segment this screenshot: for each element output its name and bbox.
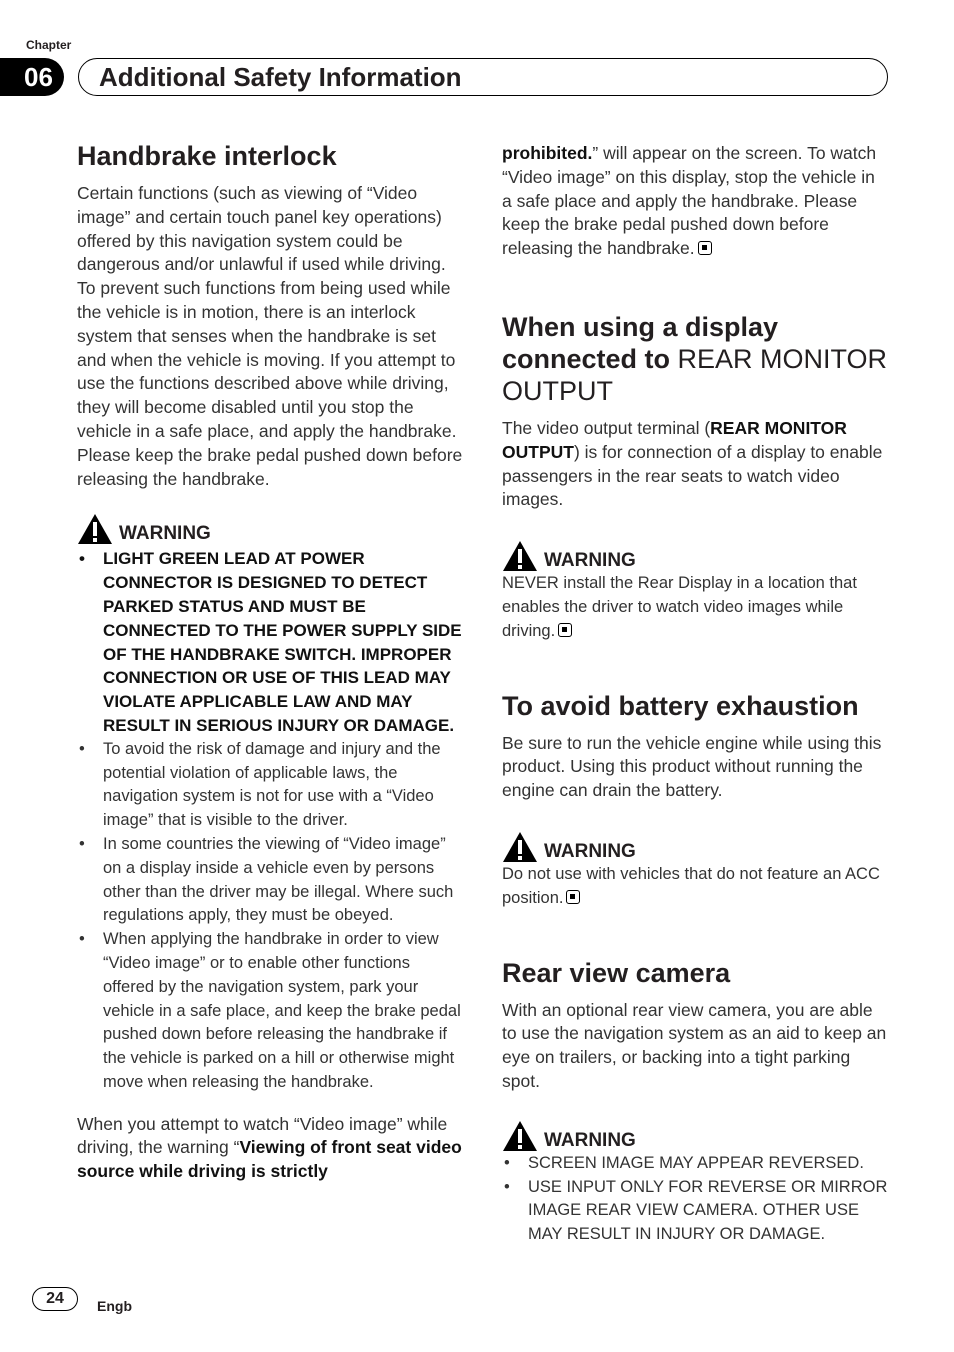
- chapter-title: Additional Safety Information: [99, 62, 462, 92]
- warning-header: WARNING: [502, 831, 888, 863]
- warning-triangle-icon: [502, 1120, 538, 1152]
- rear-monitor-warning: NEVER install the Rear Display in a location that enables the driver to watch video images while driving.: [502, 574, 857, 640]
- section-title-handbrake: Handbrake interlock: [77, 141, 337, 171]
- chapter-label: Chapter: [26, 38, 72, 52]
- list-item: • To avoid the risk of damage and injury and the potential violation of applicable laws, the navigation system is not for use with a “Video image” that is visible to the driver.: [77, 738, 463, 833]
- right-column: [502, 142, 888, 1247]
- list-item: • When applying the handbrake in order to view “Video image” or to enable other functions offered by the navigation system, park your vehicle in a safe place, and keep the brake pedal pushed down before releasing the handbrake if the vehicle is parked on a hill or otherwise might move when releasing the handbrake.: [77, 928, 463, 1095]
- closing-paragraph: When you attempt to watch “Video image” while driving, the warning “Viewing of front seat video source while driving is strictly: [77, 1113, 462, 1182]
- warning-triangle-icon: [502, 540, 538, 572]
- list-item: • LIGHT GREEN LEAD AT POWER CONNECTOR IS DESIGNED TO DETECT PARKED STATUS AND MUST BE CONNECTED TO THE POWER SUPPLY SIDE OF THE HANDBRAKE SWITCH. IMPROPER CONNECTION OR USE OF THIS LEAD MAY VIOLATE APPLICABLE LAW AND MAY RESULT IN SERIOUS INJURY OR DAMAGE.: [77, 547, 463, 737]
- left-column: [77, 140, 463, 1184]
- handbrake-warning-list: [77, 547, 463, 1094]
- warning-header: WARNING: [502, 540, 888, 572]
- list-item: • In some countries the viewing of “Video image” on a display inside a vehicle even by persons other than the driver may be illegal. Where such regulations apply, they must be obeyed.: [77, 833, 463, 928]
- language-code: Engb: [97, 1298, 132, 1314]
- chapter-number-tab: 06: [0, 58, 64, 96]
- end-mark-icon: [698, 241, 712, 255]
- battery-warning: Do not use with vehicles that do not feature an ACC position.: [502, 864, 880, 907]
- list-item: • USE INPUT ONLY FOR REVERSE OR MIRROR IMAGE REAR VIEW CAMERA. OTHER USE MAY RESULT IN INJURY OR DAMAGE.: [502, 1176, 888, 1247]
- section-title-camera: Rear view camera: [502, 957, 731, 988]
- handbrake-body: Certain functions (such as viewing of “Video image” and certain touch panel key operations) offered by this navigation system could be dangerous and/or unlawful if used while driving. To prevent such functions from being used while the vehicle is in motion, there is an interlock system that senses when the handbrake is set and when the vehicle is moving. If you attempt to use the functions described above while driving, they will become disabled until you stop the vehicle in a safe place, and apply the handbrake. Please keep the brake pedal pushed down before releasing the handbrake.: [77, 183, 463, 489]
- section-title-battery: To avoid battery exhaustion: [502, 690, 859, 721]
- list-item: • SCREEN IMAGE MAY APPEAR REVERSED.: [502, 1152, 888, 1176]
- warning-header: WARNING: [502, 1120, 888, 1152]
- warning-triangle-icon: [502, 831, 538, 863]
- rear-monitor-body: The video output terminal (REAR MONITOR OUTPUT) is for connection of a display to enable passengers in the rear seats to watch video images.: [502, 417, 883, 510]
- end-mark-icon: [566, 890, 580, 904]
- page-number: 24: [32, 1287, 78, 1311]
- camera-warning-list: [502, 1152, 888, 1247]
- continued-paragraph: prohibited.” will appear on the screen. To watch “Video image” on this display, stop the vehicle in a safe place and apply the handbrake. Please keep the brake pedal pushed down before releasing the handbrake.: [502, 143, 877, 259]
- battery-body: Be sure to run the vehicle engine while using this product. Using this product without running the engine can drain the battery.: [502, 732, 882, 801]
- chapter-title-box: [78, 58, 888, 96]
- section-title-rear-monitor: When using a display connected to REAR MONITOR OUTPUT: [502, 311, 888, 406]
- warning-header: WARNING: [77, 513, 463, 545]
- end-mark-icon: [558, 623, 572, 637]
- camera-body: With an optional rear view camera, you are able to use the navigation system as an aid to keep an eye on trailers, or backing into a tight parking spot.: [502, 999, 887, 1091]
- warning-triangle-icon: [77, 513, 113, 545]
